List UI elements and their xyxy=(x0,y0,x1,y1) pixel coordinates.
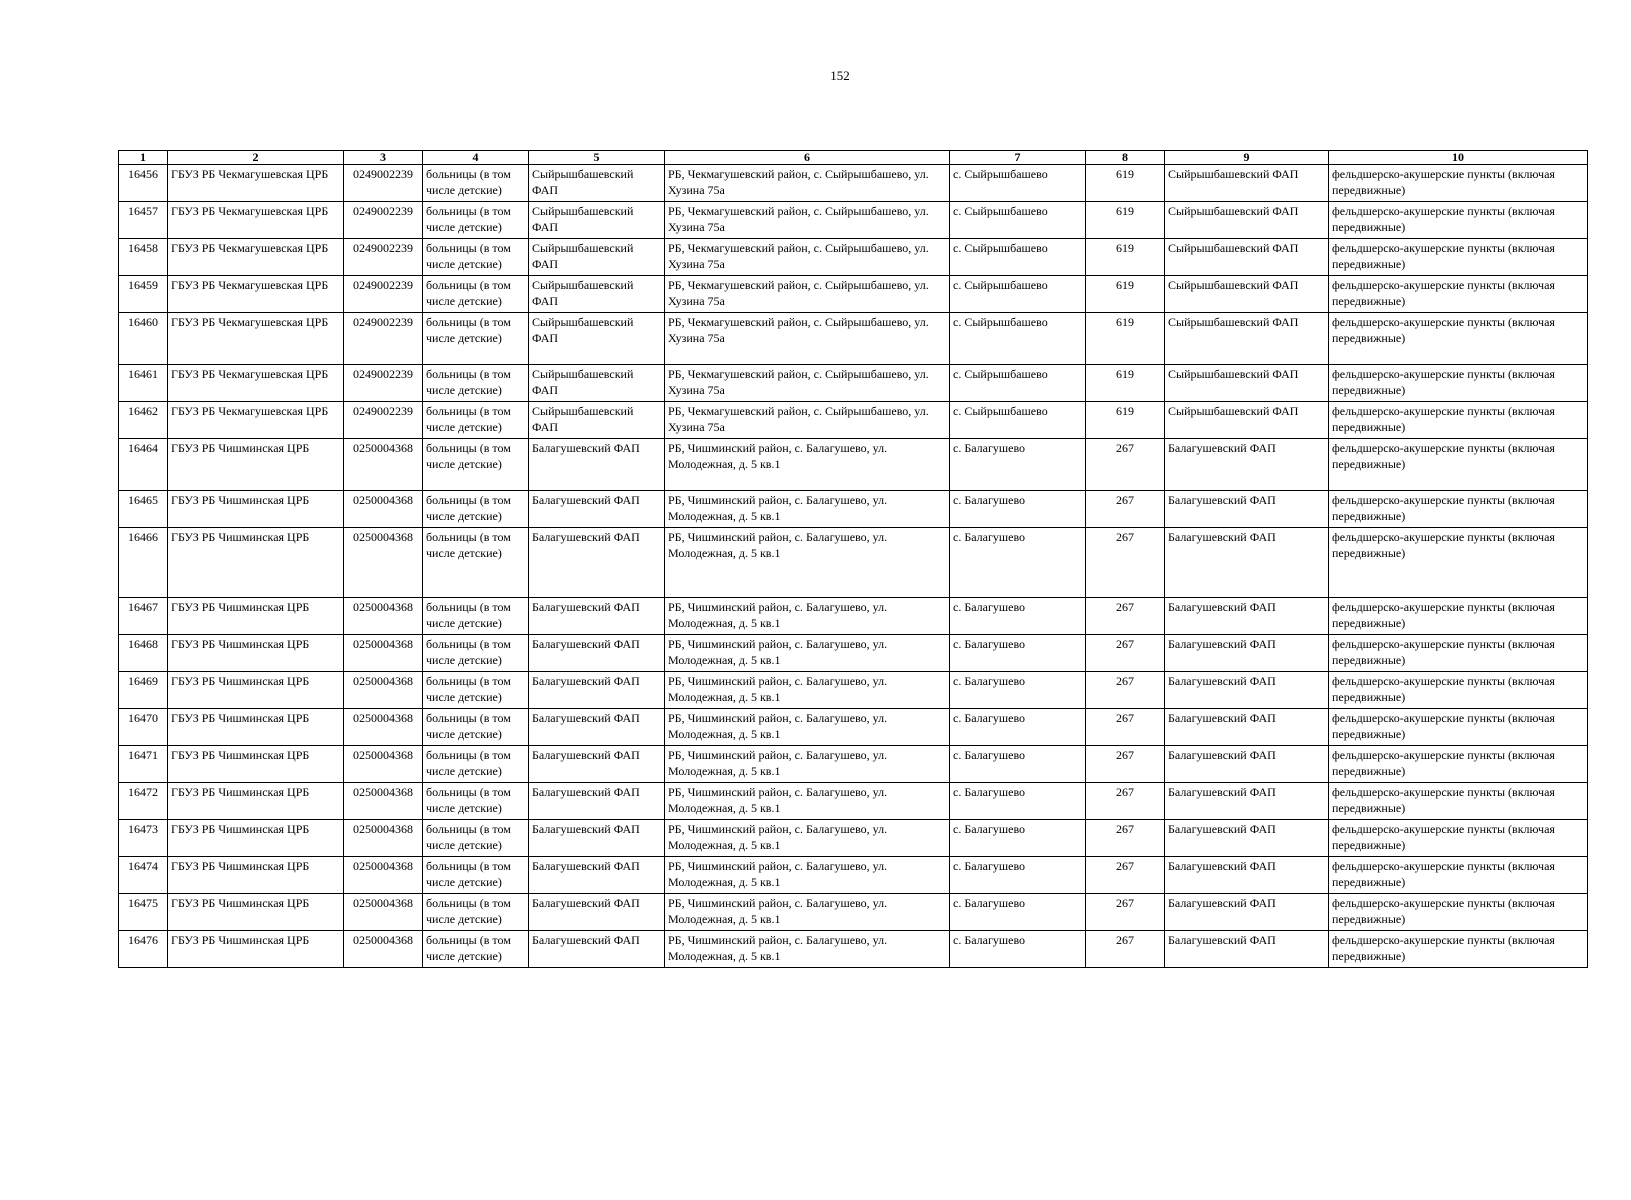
institution-type: больницы (в том числе детские) xyxy=(423,239,529,276)
unit-name: Сыйрышбашевский ФАП xyxy=(529,402,665,439)
unit-name: Балагушевский ФАП xyxy=(529,857,665,894)
table-row xyxy=(119,239,1588,276)
fap-name: Балагушевский ФАП xyxy=(1165,635,1329,672)
population: 619 xyxy=(1086,202,1165,239)
address: РБ, Чишминский район, с. Балагушево, ул. Молодежная, д. 5 кв.1 xyxy=(665,672,950,709)
address: РБ, Чекмагушевский район, с. Сыйрышбашево, ул. Хузина 75а xyxy=(665,202,950,239)
row-number: 16459 xyxy=(119,276,168,313)
population: 267 xyxy=(1086,746,1165,783)
address: РБ, Чишминский район, с. Балагушево, ул. Молодежная, д. 5 кв.1 xyxy=(665,709,950,746)
population: 267 xyxy=(1086,672,1165,709)
population: 619 xyxy=(1086,313,1165,365)
row-number: 16472 xyxy=(119,783,168,820)
institution-type: больницы (в том числе детские) xyxy=(423,783,529,820)
organization-name: ГБУЗ РБ Чишминская ЦРБ xyxy=(168,672,344,709)
facility-category: фельдшерско-акушерские пункты (включая передвижные) xyxy=(1329,365,1588,402)
unit-name: Балагушевский ФАП xyxy=(529,746,665,783)
table-row xyxy=(119,746,1588,783)
fap-name: Балагушевский ФАП xyxy=(1165,709,1329,746)
settlement: с. Балагушево xyxy=(950,528,1086,598)
row-number: 16466 xyxy=(119,528,168,598)
facility-category: фельдшерско-акушерские пункты (включая передвижные) xyxy=(1329,202,1588,239)
unit-name: Балагушевский ФАП xyxy=(529,820,665,857)
inn-code: 0250004368 xyxy=(344,491,423,528)
table-row xyxy=(119,931,1588,968)
inn-code: 0250004368 xyxy=(344,931,423,968)
population: 267 xyxy=(1086,439,1165,491)
facility-category: фельдшерско-акушерские пункты (включая передвижные) xyxy=(1329,528,1588,598)
table-row xyxy=(119,820,1588,857)
address: РБ, Чекмагушевский район, с. Сыйрышбашево, ул. Хузина 75а xyxy=(665,239,950,276)
address: РБ, Чишминский район, с. Балагушево, ул. Молодежная, д. 5 кв.1 xyxy=(665,635,950,672)
fap-name: Балагушевский ФАП xyxy=(1165,528,1329,598)
fap-name: Балагушевский ФАП xyxy=(1165,598,1329,635)
address: РБ, Чишминский район, с. Балагушево, ул. Молодежная, д. 5 кв.1 xyxy=(665,528,950,598)
page-number: 152 xyxy=(830,68,850,83)
settlement: с. Сыйрышбашево xyxy=(950,165,1086,202)
table-row xyxy=(119,894,1588,931)
settlement: с. Сыйрышбашево xyxy=(950,202,1086,239)
institution-type: больницы (в том числе детские) xyxy=(423,746,529,783)
row-number: 16468 xyxy=(119,635,168,672)
registry-table xyxy=(118,150,1588,968)
inn-code: 0249002239 xyxy=(344,365,423,402)
fap-name: Балагушевский ФАП xyxy=(1165,439,1329,491)
unit-name: Сыйрышбашевский ФАП xyxy=(529,202,665,239)
inn-code: 0250004368 xyxy=(344,857,423,894)
fap-name: Балагушевский ФАП xyxy=(1165,491,1329,528)
organization-name: ГБУЗ РБ Чекмагушевская ЦРБ xyxy=(168,365,344,402)
inn-code: 0250004368 xyxy=(344,746,423,783)
unit-name: Балагушевский ФАП xyxy=(529,931,665,968)
facility-category: фельдшерско-акушерские пункты (включая передвижные) xyxy=(1329,239,1588,276)
unit-name: Балагушевский ФАП xyxy=(529,598,665,635)
institution-type: больницы (в том числе детские) xyxy=(423,202,529,239)
fap-name: Сыйрышбашевский ФАП xyxy=(1165,402,1329,439)
address: РБ, Чишминский район, с. Балагушево, ул. Молодежная, д. 5 кв.1 xyxy=(665,598,950,635)
unit-name: Балагушевский ФАП xyxy=(529,894,665,931)
unit-name: Балагушевский ФАП xyxy=(529,783,665,820)
table-row xyxy=(119,165,1588,202)
fap-name: Балагушевский ФАП xyxy=(1165,672,1329,709)
organization-name: ГБУЗ РБ Чишминская ЦРБ xyxy=(168,439,344,491)
institution-type: больницы (в том числе детские) xyxy=(423,598,529,635)
settlement: с. Балагушево xyxy=(950,709,1086,746)
column-header: 1 xyxy=(119,151,168,165)
settlement: с. Балагушево xyxy=(950,439,1086,491)
column-header: 7 xyxy=(950,151,1086,165)
population: 267 xyxy=(1086,820,1165,857)
row-number: 16471 xyxy=(119,746,168,783)
organization-name: ГБУЗ РБ Чишминская ЦРБ xyxy=(168,783,344,820)
column-header: 3 xyxy=(344,151,423,165)
settlement: с. Балагушево xyxy=(950,820,1086,857)
settlement: с. Балагушево xyxy=(950,857,1086,894)
inn-code: 0249002239 xyxy=(344,202,423,239)
table-row xyxy=(119,598,1588,635)
fap-name: Балагушевский ФАП xyxy=(1165,820,1329,857)
institution-type: больницы (в том числе детские) xyxy=(423,894,529,931)
unit-name: Балагушевский ФАП xyxy=(529,528,665,598)
unit-name: Балагушевский ФАП xyxy=(529,491,665,528)
row-number: 16469 xyxy=(119,672,168,709)
row-number: 16456 xyxy=(119,165,168,202)
settlement: с. Балагушево xyxy=(950,746,1086,783)
address: РБ, Чишминский район, с. Балагушево, ул. Молодежная, д. 5 кв.1 xyxy=(665,746,950,783)
population: 619 xyxy=(1086,365,1165,402)
unit-name: Сыйрышбашевский ФАП xyxy=(529,313,665,365)
table-row xyxy=(119,365,1588,402)
column-header: 9 xyxy=(1165,151,1329,165)
unit-name: Балагушевский ФАП xyxy=(529,709,665,746)
facility-category: фельдшерско-акушерские пункты (включая передвижные) xyxy=(1329,894,1588,931)
facility-category: фельдшерско-акушерские пункты (включая передвижные) xyxy=(1329,820,1588,857)
institution-type: больницы (в том числе детские) xyxy=(423,439,529,491)
address: РБ, Чишминский район, с. Балагушево, ул. Молодежная, д. 5 кв.1 xyxy=(665,491,950,528)
address: РБ, Чекмагушевский район, с. Сыйрышбашево, ул. Хузина 75а xyxy=(665,313,950,365)
inn-code: 0249002239 xyxy=(344,402,423,439)
fap-name: Балагушевский ФАП xyxy=(1165,783,1329,820)
inn-code: 0249002239 xyxy=(344,239,423,276)
fap-name: Балагушевский ФАП xyxy=(1165,857,1329,894)
address: РБ, Чекмагушевский район, с. Сыйрышбашево, ул. Хузина 75а xyxy=(665,276,950,313)
settlement: с. Балагушево xyxy=(950,894,1086,931)
column-header: 8 xyxy=(1086,151,1165,165)
column-header: 4 xyxy=(423,151,529,165)
unit-name: Балагушевский ФАП xyxy=(529,439,665,491)
institution-type: больницы (в том числе детские) xyxy=(423,491,529,528)
organization-name: ГБУЗ РБ Чекмагушевская ЦРБ xyxy=(168,313,344,365)
address: РБ, Чекмагушевский район, с. Сыйрышбашево, ул. Хузина 75а xyxy=(665,365,950,402)
header-row xyxy=(119,151,1588,165)
column-header: 6 xyxy=(665,151,950,165)
table-row xyxy=(119,783,1588,820)
row-number: 16465 xyxy=(119,491,168,528)
address: РБ, Чишминский район, с. Балагушево, ул. Молодежная, д. 5 кв.1 xyxy=(665,894,950,931)
column-header: 5 xyxy=(529,151,665,165)
organization-name: ГБУЗ РБ Чекмагушевская ЦРБ xyxy=(168,239,344,276)
table-row xyxy=(119,857,1588,894)
table-row xyxy=(119,313,1588,365)
table-row xyxy=(119,635,1588,672)
settlement: с. Сыйрышбашево xyxy=(950,276,1086,313)
facility-category: фельдшерско-акушерские пункты (включая передвижные) xyxy=(1329,857,1588,894)
inn-code: 0250004368 xyxy=(344,439,423,491)
population: 267 xyxy=(1086,709,1165,746)
fap-name: Сыйрышбашевский ФАП xyxy=(1165,365,1329,402)
institution-type: больницы (в том числе детские) xyxy=(423,365,529,402)
column-header: 10 xyxy=(1329,151,1588,165)
organization-name: ГБУЗ РБ Чишминская ЦРБ xyxy=(168,857,344,894)
table-row xyxy=(119,276,1588,313)
table-row xyxy=(119,709,1588,746)
organization-name: ГБУЗ РБ Чишминская ЦРБ xyxy=(168,894,344,931)
organization-name: ГБУЗ РБ Чишминская ЦРБ xyxy=(168,931,344,968)
inn-code: 0249002239 xyxy=(344,276,423,313)
facility-category: фельдшерско-акушерские пункты (включая передвижные) xyxy=(1329,783,1588,820)
institution-type: больницы (в том числе детские) xyxy=(423,672,529,709)
population: 619 xyxy=(1086,165,1165,202)
population: 267 xyxy=(1086,491,1165,528)
facility-category: фельдшерско-акушерские пункты (включая передвижные) xyxy=(1329,598,1588,635)
row-number: 16470 xyxy=(119,709,168,746)
organization-name: ГБУЗ РБ Чишминская ЦРБ xyxy=(168,528,344,598)
organization-name: ГБУЗ РБ Чишминская ЦРБ xyxy=(168,746,344,783)
address: РБ, Чекмагушевский район, с. Сыйрышбашево, ул. Хузина 75а xyxy=(665,402,950,439)
population: 619 xyxy=(1086,239,1165,276)
table-row xyxy=(119,528,1588,598)
facility-category: фельдшерско-акушерские пункты (включая передвижные) xyxy=(1329,491,1588,528)
table-row xyxy=(119,491,1588,528)
facility-category: фельдшерско-акушерские пункты (включая передвижные) xyxy=(1329,439,1588,491)
population: 267 xyxy=(1086,894,1165,931)
facility-category: фельдшерско-акушерские пункты (включая передвижные) xyxy=(1329,746,1588,783)
inn-code: 0250004368 xyxy=(344,894,423,931)
fap-name: Сыйрышбашевский ФАП xyxy=(1165,239,1329,276)
organization-name: ГБУЗ РБ Чекмагушевская ЦРБ xyxy=(168,276,344,313)
row-number: 16462 xyxy=(119,402,168,439)
institution-type: больницы (в том числе детские) xyxy=(423,528,529,598)
inn-code: 0250004368 xyxy=(344,635,423,672)
settlement: с. Балагушево xyxy=(950,635,1086,672)
settlement: с. Балагушево xyxy=(950,598,1086,635)
fap-name: Сыйрышбашевский ФАП xyxy=(1165,202,1329,239)
institution-type: больницы (в том числе детские) xyxy=(423,276,529,313)
inn-code: 0250004368 xyxy=(344,820,423,857)
institution-type: больницы (в том числе детские) xyxy=(423,709,529,746)
institution-type: больницы (в том числе детские) xyxy=(423,402,529,439)
address: РБ, Чишминский район, с. Балагушево, ул. Молодежная, д. 5 кв.1 xyxy=(665,931,950,968)
row-number: 16461 xyxy=(119,365,168,402)
row-number: 16457 xyxy=(119,202,168,239)
facility-category: фельдшерско-акушерские пункты (включая передвижные) xyxy=(1329,402,1588,439)
institution-type: больницы (в том числе детские) xyxy=(423,820,529,857)
unit-name: Сыйрышбашевский ФАП xyxy=(529,239,665,276)
unit-name: Балагушевский ФАП xyxy=(529,635,665,672)
institution-type: больницы (в том числе детские) xyxy=(423,931,529,968)
inn-code: 0250004368 xyxy=(344,783,423,820)
row-number: 16464 xyxy=(119,439,168,491)
inn-code: 0250004368 xyxy=(344,672,423,709)
facility-category: фельдшерско-акушерские пункты (включая передвижные) xyxy=(1329,313,1588,365)
unit-name: Балагушевский ФАП xyxy=(529,672,665,709)
organization-name: ГБУЗ РБ Чекмагушевская ЦРБ xyxy=(168,202,344,239)
population: 267 xyxy=(1086,931,1165,968)
address: РБ, Чекмагушевский район, с. Сыйрышбашево, ул. Хузина 75а xyxy=(665,165,950,202)
facility-category: фельдшерско-акушерские пункты (включая передвижные) xyxy=(1329,165,1588,202)
row-number: 16474 xyxy=(119,857,168,894)
fap-name: Балагушевский ФАП xyxy=(1165,746,1329,783)
institution-type: больницы (в том числе детские) xyxy=(423,635,529,672)
table-row xyxy=(119,672,1588,709)
organization-name: ГБУЗ РБ Чишминская ЦРБ xyxy=(168,598,344,635)
row-number: 16476 xyxy=(119,931,168,968)
settlement: с. Сыйрышбашево xyxy=(950,239,1086,276)
facility-category: фельдшерско-акушерские пункты (включая передвижные) xyxy=(1329,276,1588,313)
facility-category: фельдшерско-акушерские пункты (включая передвижные) xyxy=(1329,635,1588,672)
column-header: 2 xyxy=(168,151,344,165)
facility-category: фельдшерско-акушерские пункты (включая передвижные) xyxy=(1329,931,1588,968)
inn-code: 0249002239 xyxy=(344,165,423,202)
row-number: 16475 xyxy=(119,894,168,931)
organization-name: ГБУЗ РБ Чекмагушевская ЦРБ xyxy=(168,402,344,439)
fap-name: Сыйрышбашевский ФАП xyxy=(1165,165,1329,202)
address: РБ, Чишминский район, с. Балагушево, ул. Молодежная, д. 5 кв.1 xyxy=(665,439,950,491)
table-row xyxy=(119,402,1588,439)
settlement: с. Сыйрышбашево xyxy=(950,313,1086,365)
population: 267 xyxy=(1086,598,1165,635)
row-number: 16473 xyxy=(119,820,168,857)
population: 267 xyxy=(1086,857,1165,894)
organization-name: ГБУЗ РБ Чишминская ЦРБ xyxy=(168,635,344,672)
unit-name: Сыйрышбашевский ФАП xyxy=(529,165,665,202)
organization-name: ГБУЗ РБ Чишминская ЦРБ xyxy=(168,820,344,857)
fap-name: Балагушевский ФАП xyxy=(1165,931,1329,968)
facility-category: фельдшерско-акушерские пункты (включая передвижные) xyxy=(1329,672,1588,709)
unit-name: Сыйрышбашевский ФАП xyxy=(529,276,665,313)
unit-name: Сыйрышбашевский ФАП xyxy=(529,365,665,402)
population: 267 xyxy=(1086,528,1165,598)
organization-name: ГБУЗ РБ Чишминская ЦРБ xyxy=(168,491,344,528)
fap-name: Сыйрышбашевский ФАП xyxy=(1165,276,1329,313)
population: 267 xyxy=(1086,783,1165,820)
settlement: с. Сыйрышбашево xyxy=(950,402,1086,439)
population: 267 xyxy=(1086,635,1165,672)
row-number: 16458 xyxy=(119,239,168,276)
address: РБ, Чишминский район, с. Балагушево, ул. Молодежная, д. 5 кв.1 xyxy=(665,857,950,894)
institution-type: больницы (в том числе детские) xyxy=(423,165,529,202)
inn-code: 0250004368 xyxy=(344,709,423,746)
settlement: с. Балагушево xyxy=(950,783,1086,820)
organization-name: ГБУЗ РБ Чишминская ЦРБ xyxy=(168,709,344,746)
settlement: с. Сыйрышбашево xyxy=(950,365,1086,402)
table-row xyxy=(119,439,1588,491)
institution-type: больницы (в том числе детские) xyxy=(423,313,529,365)
institution-type: больницы (в том числе детские) xyxy=(423,857,529,894)
inn-code: 0250004368 xyxy=(344,528,423,598)
inn-code: 0250004368 xyxy=(344,598,423,635)
population: 619 xyxy=(1086,276,1165,313)
row-number: 16460 xyxy=(119,313,168,365)
settlement: с. Балагушево xyxy=(950,491,1086,528)
organization-name: ГБУЗ РБ Чекмагушевская ЦРБ xyxy=(168,165,344,202)
address: РБ, Чишминский район, с. Балагушево, ул. Молодежная, д. 5 кв.1 xyxy=(665,820,950,857)
row-number: 16467 xyxy=(119,598,168,635)
settlement: с. Балагушево xyxy=(950,931,1086,968)
table-row xyxy=(119,202,1588,239)
address: РБ, Чишминский район, с. Балагушево, ул. Молодежная, д. 5 кв.1 xyxy=(665,783,950,820)
population: 619 xyxy=(1086,402,1165,439)
fap-name: Балагушевский ФАП xyxy=(1165,894,1329,931)
settlement: с. Балагушево xyxy=(950,672,1086,709)
facility-category: фельдшерско-акушерские пункты (включая передвижные) xyxy=(1329,709,1588,746)
fap-name: Сыйрышбашевский ФАП xyxy=(1165,313,1329,365)
inn-code: 0249002239 xyxy=(344,313,423,365)
